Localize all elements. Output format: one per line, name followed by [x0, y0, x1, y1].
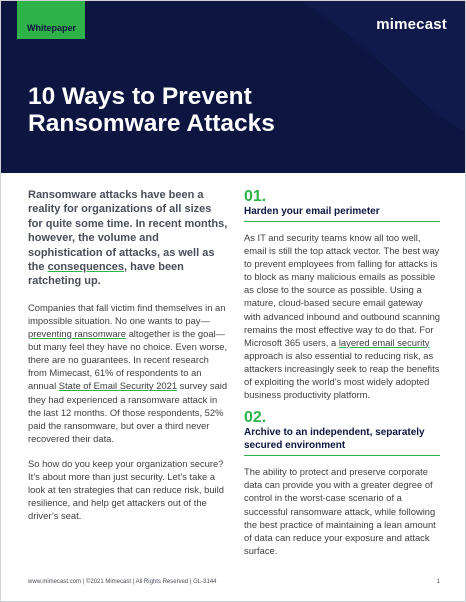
lead-text-b: , have been ratcheting up. — [28, 261, 184, 288]
title-line-1: 10 Ways to Prevent — [28, 83, 252, 110]
mimecast-logo: mimecast — [376, 16, 447, 33]
page-title — [28, 83, 328, 137]
section-number: 02. — [244, 409, 267, 427]
s1-text-a: As IT and security teams know all too well, email is still the top attack vector. The best way to prevent employees from falling for attacks is to block as many malicious emails as possible as close to the source as possible. Using a mature, cloud-based secure email gateway with advanced inbound and outbound scanning remains the most effective way to do that. For Microsoft 365 users, a — [244, 232, 440, 348]
left-column — [28, 188, 228, 522]
section-title: Harden your email perimeter — [244, 205, 440, 222]
title-line-2: Ransomware Attacks — [28, 110, 275, 137]
whitepaper-badge: Whitepaper — [17, 1, 85, 39]
layered-email-security-link[interactable]: layered email security — [338, 336, 430, 348]
section-02 — [244, 409, 440, 557]
s1-text-b: approach is also essential to reducing risk, as attackers increasingly seek to reap the benefits of exploiting the world’s most widely adopted business productivity platform. — [244, 349, 440, 401]
section-number: 01. — [244, 188, 267, 205]
lead-paragraph — [28, 188, 228, 289]
footer — [28, 579, 440, 585]
header-banner — [1, 1, 465, 173]
section-01 — [244, 188, 440, 401]
consequences-link[interactable]: consequences — [47, 261, 124, 274]
intro-paragraph-1 — [28, 301, 228, 445]
intro-paragraph-2: So how do you keep your organization secure? It’s about more than just security. Let’s take a look at ten strategies that can reduce risk, build resilience, and help get attackers out of the driver’s seat. — [28, 457, 224, 522]
section-body — [244, 231, 440, 401]
section-title: Archive to an independent, separately secured environment — [244, 426, 440, 456]
p1-text-a: Companies that fall victim find themselves in an impossible situation. No one wants to pay— — [28, 301, 226, 326]
state-of-email-security-link[interactable]: State of Email Security 2021 — [58, 380, 178, 392]
preventing-ransomware-link[interactable]: preventing ransomware — [28, 328, 126, 340]
right-column — [244, 188, 440, 557]
p1-text-b: altogether is the goal—but many feel they have no choice. Even worse, there are no guarantees. In recent research from Mimecast, 61% of respondents to an annual — [28, 328, 228, 392]
section-body: The ability to protect and preserve corporate data can provide you with a greater degree of control in the worst-case scenario of a successful ransomware attack, while following the best practice of maintaining a lean amount of data can reduce your exposure and attack surface. — [244, 466, 436, 556]
lead-text-a: Ransomware attacks have been a reality for organizations of all sizes for quite some time. In recent months, however, the volume and sophistication of attacks, as well as the — [28, 189, 228, 274]
p1-text-c: survey said they had experienced a ransomware attack in the last 12 months. Of those respondents, 52% paid the ransomware, but over a third never recovered their data. — [28, 380, 228, 444]
footer-text: www.mimecast.com | ©2021 Mimecast | All Rights Reserved | GL-3144 — [28, 579, 217, 585]
page-number: 1 — [436, 579, 440, 585]
